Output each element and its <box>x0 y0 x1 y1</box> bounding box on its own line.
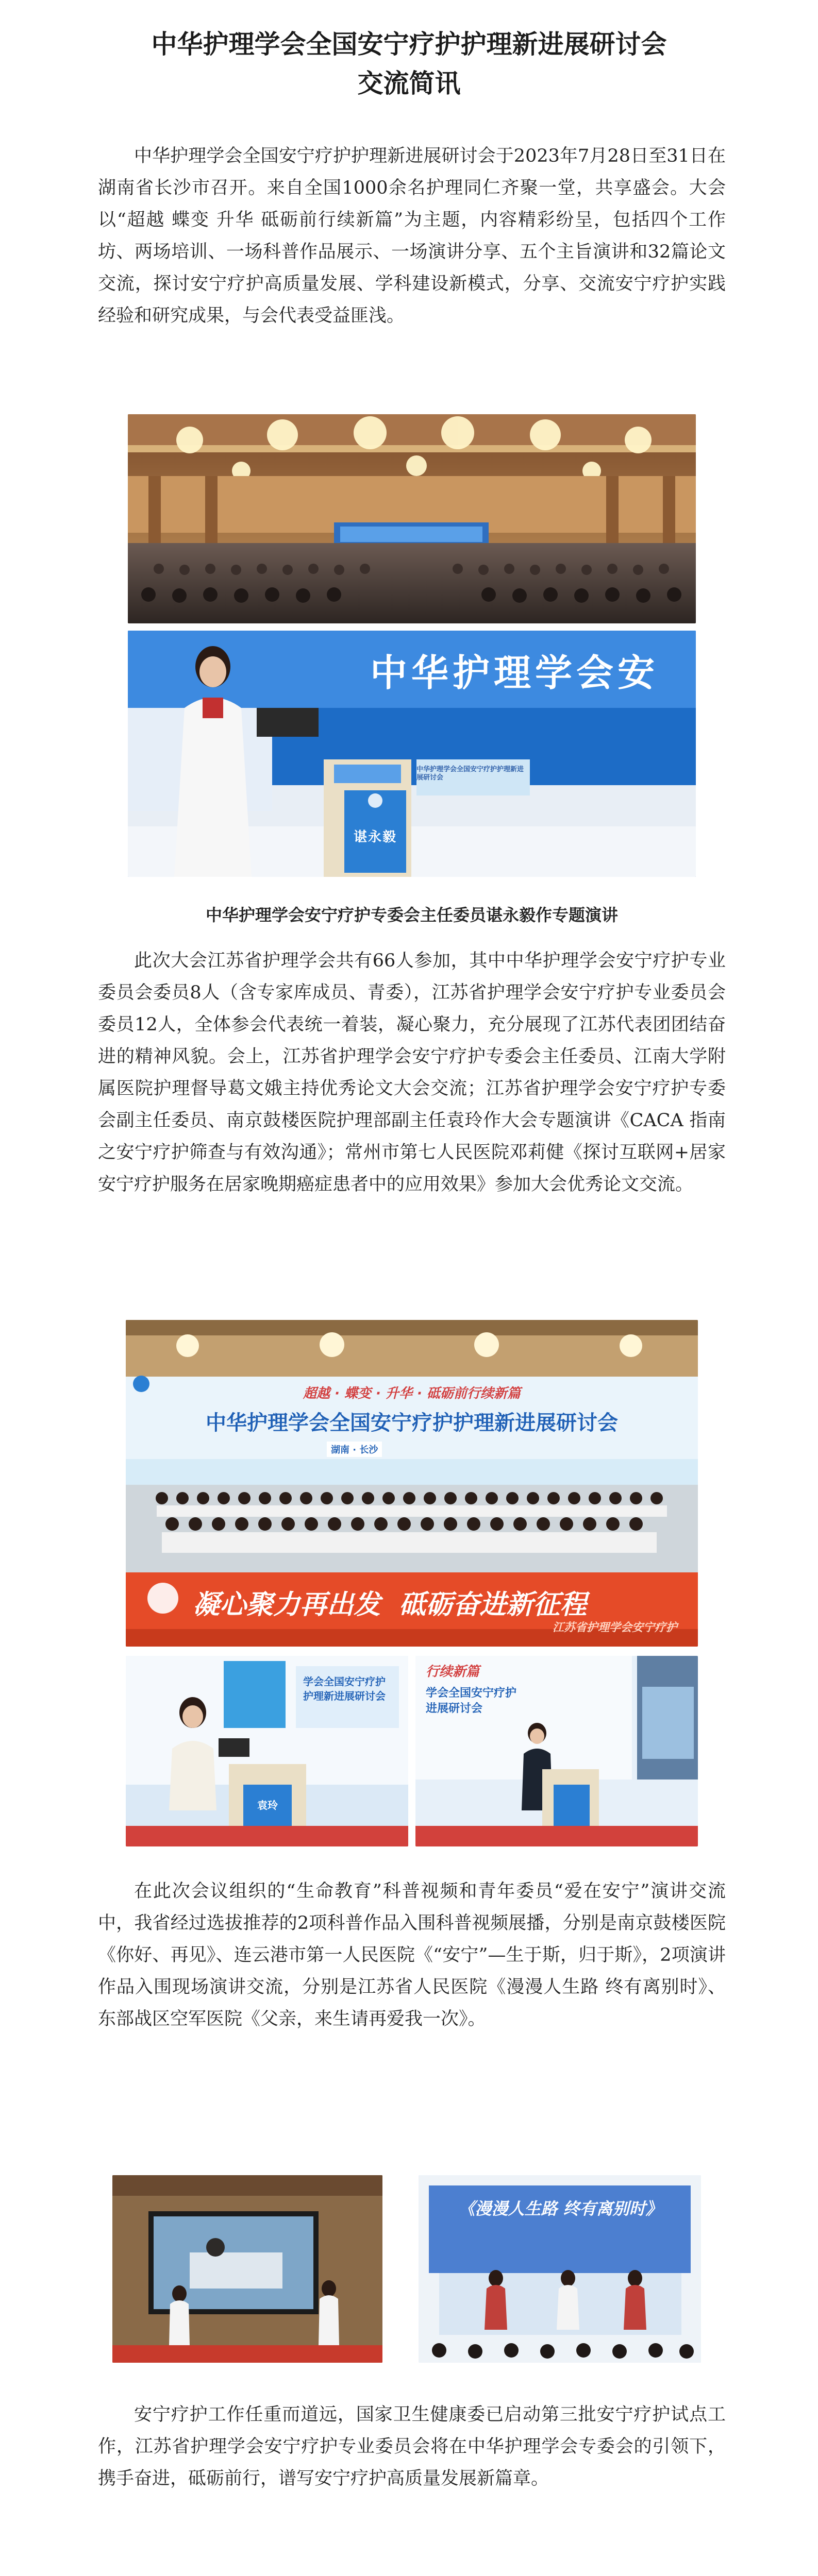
paragraph-intro: 中华护理学会全国安宁疗护护理新进展研讨会于2023年7月28日至31日在湖南省长沙市召开。来自全国1000余名护理同仁齐聚一堂，共享盛会。大会以“超越 蝶变 升华 砥砺前行续新篇”为主题，内容精彩纷呈，包括四个工作坊、两场培训、一场科普作品展示、一场演讲分享、五个主旨演讲和32篇论文交流，探讨安宁疗护高质量发展、学科建设新模式，分享、交流安宁疗护实践经验和研究成果，与会代表受益匪浅。 <box>98 146 726 326</box>
title-line-1: 中华护理学会全国安宁疗护护理新进展研讨会 <box>151 29 667 59</box>
paragraph-conclusion: 安宁疗护工作任重而道远，国家卫生健康委已启动第三批安宁疗护试点工作，江苏省护理学会安宁疗护专业委员会将在中华护理学会专委会的引领下，携手奋进，砥砺前行，谱写安宁疗护高质量发展新篇章。 <box>98 2404 726 2489</box>
right-podium-screen-text: 学会全国安宁疗护 进展研讨会 <box>426 1687 517 1715</box>
paragraph-science-works: 在此次会议组织的“生命教育”科普视频和青年委员“爱在安宁”演讲交流中，我省经过选拔推荐的2项科普作品入围科普视频展播，分别是南京鼓楼医院《你好、再见》、连云港市第一人民医院《“安宁”—生于斯，归于斯》，2项演讲作品入围现场演讲交流，分别是江苏省人民医院《漫漫人生路 终有离别时》、东部战区空军医院《父亲，来生请再爱我一次》。 <box>98 1881 726 2029</box>
group-backdrop-title: 中华护理学会全国安宁疗护护理新进展研讨会 <box>206 1411 618 1435</box>
keynote-nameplate: 谌永毅 <box>353 829 397 845</box>
video-presentation-illustration <box>112 2175 382 2363</box>
title-line-2: 交流简讯 <box>357 69 461 98</box>
group-slogan: 超越 · 蝶变 · 升华 · 砥砺前行续新篇 <box>303 1386 521 1401</box>
photo-left-podium <box>126 1656 408 1846</box>
group-red-banner-sub: 江苏省护理学会安宁疗护 <box>552 1621 677 1634</box>
photo-video-presentation <box>112 2175 382 2363</box>
right-podium-heading: 行续新篇 <box>426 1664 480 1680</box>
paragraph-jiangsu-delegation: 此次大会江苏省护理学会共有66人参加，其中中华护理学会安宁疗护专业委员会委员8人（含专家库成员、青委），江苏省护理学会安宁疗护专业委员会委员12人，全体参会代表统一着装，凝心聚力，充分展现了江苏代表团团结奋进的精神风貌。会上，江苏省护理学会安宁疗护专委会主任委员、江南大学附属医院护理督导葛文娥主持优秀论文大会交流；江苏省护理学会安宁疗护专委会副主任委员、南京鼓楼医院护理部副主任袁玲作大会专题演讲《CACA 指南之安宁疗护筛查与有效沟通》；常州市第七人民医院邓莉健《探讨互联网+居家安宁疗护服务在居家晚期癌症患者中的应用效果》参加大会优秀论文交流。 <box>98 951 726 1195</box>
article-title <box>52 25 766 103</box>
group-backdrop-place: 湖南 · 长沙 <box>327 1442 382 1457</box>
photo-conference-hall <box>128 414 696 623</box>
photo-stage-speech <box>419 2175 701 2363</box>
photo-caption-keynote: 中华护理学会安宁疗护专委会主任委员谌永毅作专题演讲 <box>205 905 618 925</box>
keynote-podium-screen-text: 中华护理学会全国安宁疗护护理新进展研讨会 <box>416 766 524 782</box>
conference-hall-illustration <box>128 414 696 623</box>
photo-right-podium <box>415 1656 698 1846</box>
stage-speech-banner: 《漫漫人生路 终有离别时》 <box>458 2199 662 2218</box>
photo-group <box>126 1320 698 1647</box>
photo-keynote-speech <box>128 631 696 877</box>
left-podium-screen-text: 学会全国安宁疗护 护理新进展研讨会 <box>303 1675 386 1702</box>
right-podium-illustration <box>415 1656 698 1846</box>
left-podium-nameplate: 袁玲 <box>257 1799 278 1811</box>
keynote-backdrop-text: 中华护理学会安 <box>370 651 659 694</box>
group-red-banner: 凝心聚力再出发 砥砺奋进新征程 <box>193 1589 587 1620</box>
